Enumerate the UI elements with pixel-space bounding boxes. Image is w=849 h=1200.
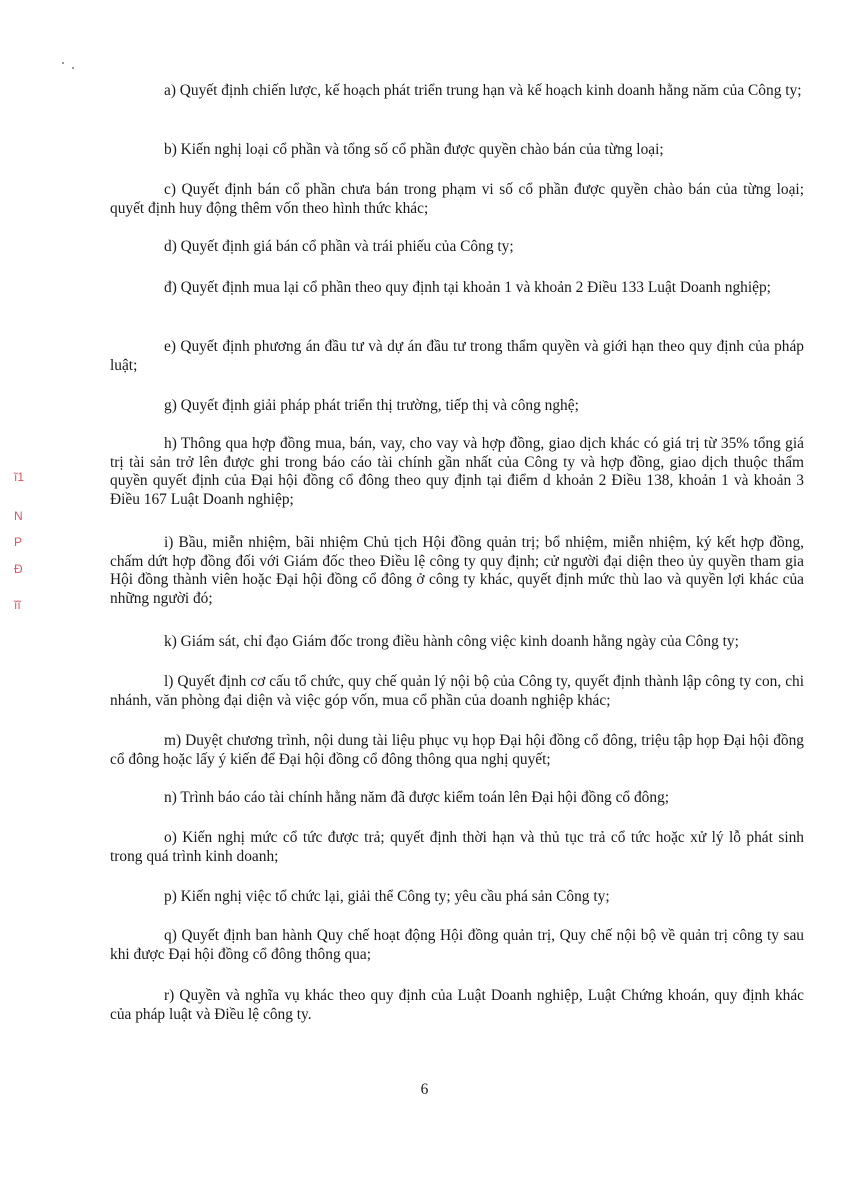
- clause-q: q) Quyết định ban hành Quy chế hoạt động Hội đồng quản trị, Quy chế nội bộ về quản trị công ty sau khi được Đại hội đồng cổ đông thông qua;: [110, 927, 804, 963]
- stamp-edge-mark: P: [14, 535, 23, 549]
- stamp-edge-mark: N: [14, 509, 23, 523]
- clause-c: c) Quyết định bán cổ phần chưa bán trong phạm vi số cổ phần được quyền chào bán của từng loại; quyết định huy động thêm vốn theo hình thức khác;: [110, 181, 804, 217]
- clause-k: k) Giám sát, chỉ đạo Giám đốc trong điều hành công việc kinh doanh hằng ngày của Công ty;: [164, 633, 739, 650]
- stamp-edge-mark: ĩ1: [14, 470, 25, 484]
- clause-r: r) Quyền và nghĩa vụ khác theo quy định của Luật Doanh nghiệp, Luật Chứng khoán, quy định khác của pháp luật và Điều lệ công ty.: [110, 987, 804, 1023]
- clause-o: o) Kiến nghị mức cổ tức được trả; quyết định thời hạn và thủ tục trả cổ tức hoặc xử lý lỗ phát sinh trong quá trình kinh doanh;: [110, 829, 804, 865]
- clause-d: d) Quyết định giá bán cổ phần và trái phiếu của Công ty;: [164, 238, 514, 255]
- stamp-edge-mark: ĩĩ: [14, 598, 21, 612]
- clause-i: i) Bầu, miễn nhiệm, bãi nhiệm Chủ tịch Hội đồng quản trị; bổ nhiệm, miễn nhiệm, ký kết hợp đồng, chấm dứt hợp đồng đối với Giám đốc theo Điều lệ công ty quy định; cử người đại diện theo ủy quyền tham gia Hội đồng thành viên hoặc Đại hội đồng cổ đông ở công ty khác, quyết định mức thù lao và quyền lợi khác của những người đó;: [110, 534, 804, 607]
- page-number: 6: [420, 1081, 429, 1098]
- scan-speck: [72, 67, 74, 69]
- stamp-edge-mark: Ð: [14, 562, 23, 576]
- clause-l: l) Quyết định cơ cấu tổ chức, quy chế quản lý nội bộ của Công ty, quyết định thành lập công ty con, chi nhánh, văn phòng đại diện và việc góp vốn, mua cổ phần của doanh nghiệp khác;: [110, 673, 804, 709]
- clause-m: m) Duyệt chương trình, nội dung tài liệu phục vụ họp Đại hội đồng cổ đông, triệu tập họp Đại hội đồng cổ đông hoặc lấy ý kiến để Đại hội đồng cổ đông thông qua nghị quyết;: [110, 732, 804, 768]
- clause-e: e) Quyết định phương án đầu tư và dự án đầu tư trong thẩm quyền và giới hạn theo quy định của pháp luật;: [110, 338, 804, 374]
- clause-g: g) Quyết định giải pháp phát triển thị trường, tiếp thị và công nghệ;: [164, 397, 579, 414]
- clause-p: p) Kiến nghị việc tổ chức lại, giải thể Công ty; yêu cầu phá sản Công ty;: [164, 888, 610, 905]
- clause-h: h) Thông qua hợp đồng mua, bán, vay, cho vay và hợp đồng, giao dịch khác có giá trị từ 35% tổng giá trị tài sản trở lên được ghi trong báo cáo tài chính gần nhất của Công ty và hợp đồng, giao dịch thuộc thẩm quyền quyết định của Đại hội đồng cổ đông theo quy định tại điểm d khoản 2 Điều 138, khoản 1 và khoản 3 Điều 167 Luật Doanh nghiệp;: [110, 435, 804, 508]
- clause-b: b) Kiến nghị loại cổ phần và tổng số cổ phần được quyền chào bán của từng loại;: [164, 141, 664, 158]
- clause-dd: đ) Quyết định mua lại cổ phần theo quy định tại khoản 1 và khoản 2 Điều 133 Luật Doanh nghiệp;: [164, 279, 771, 296]
- clause-n: n) Trình báo cáo tài chính hằng năm đã được kiểm toán lên Đại hội đồng cổ đông;: [164, 789, 670, 806]
- scan-speck: [62, 62, 64, 64]
- clause-a: a) Quyết định chiến lược, kế hoạch phát triển trung hạn và kế hoạch kinh doanh hằng năm của Công ty;: [164, 82, 802, 99]
